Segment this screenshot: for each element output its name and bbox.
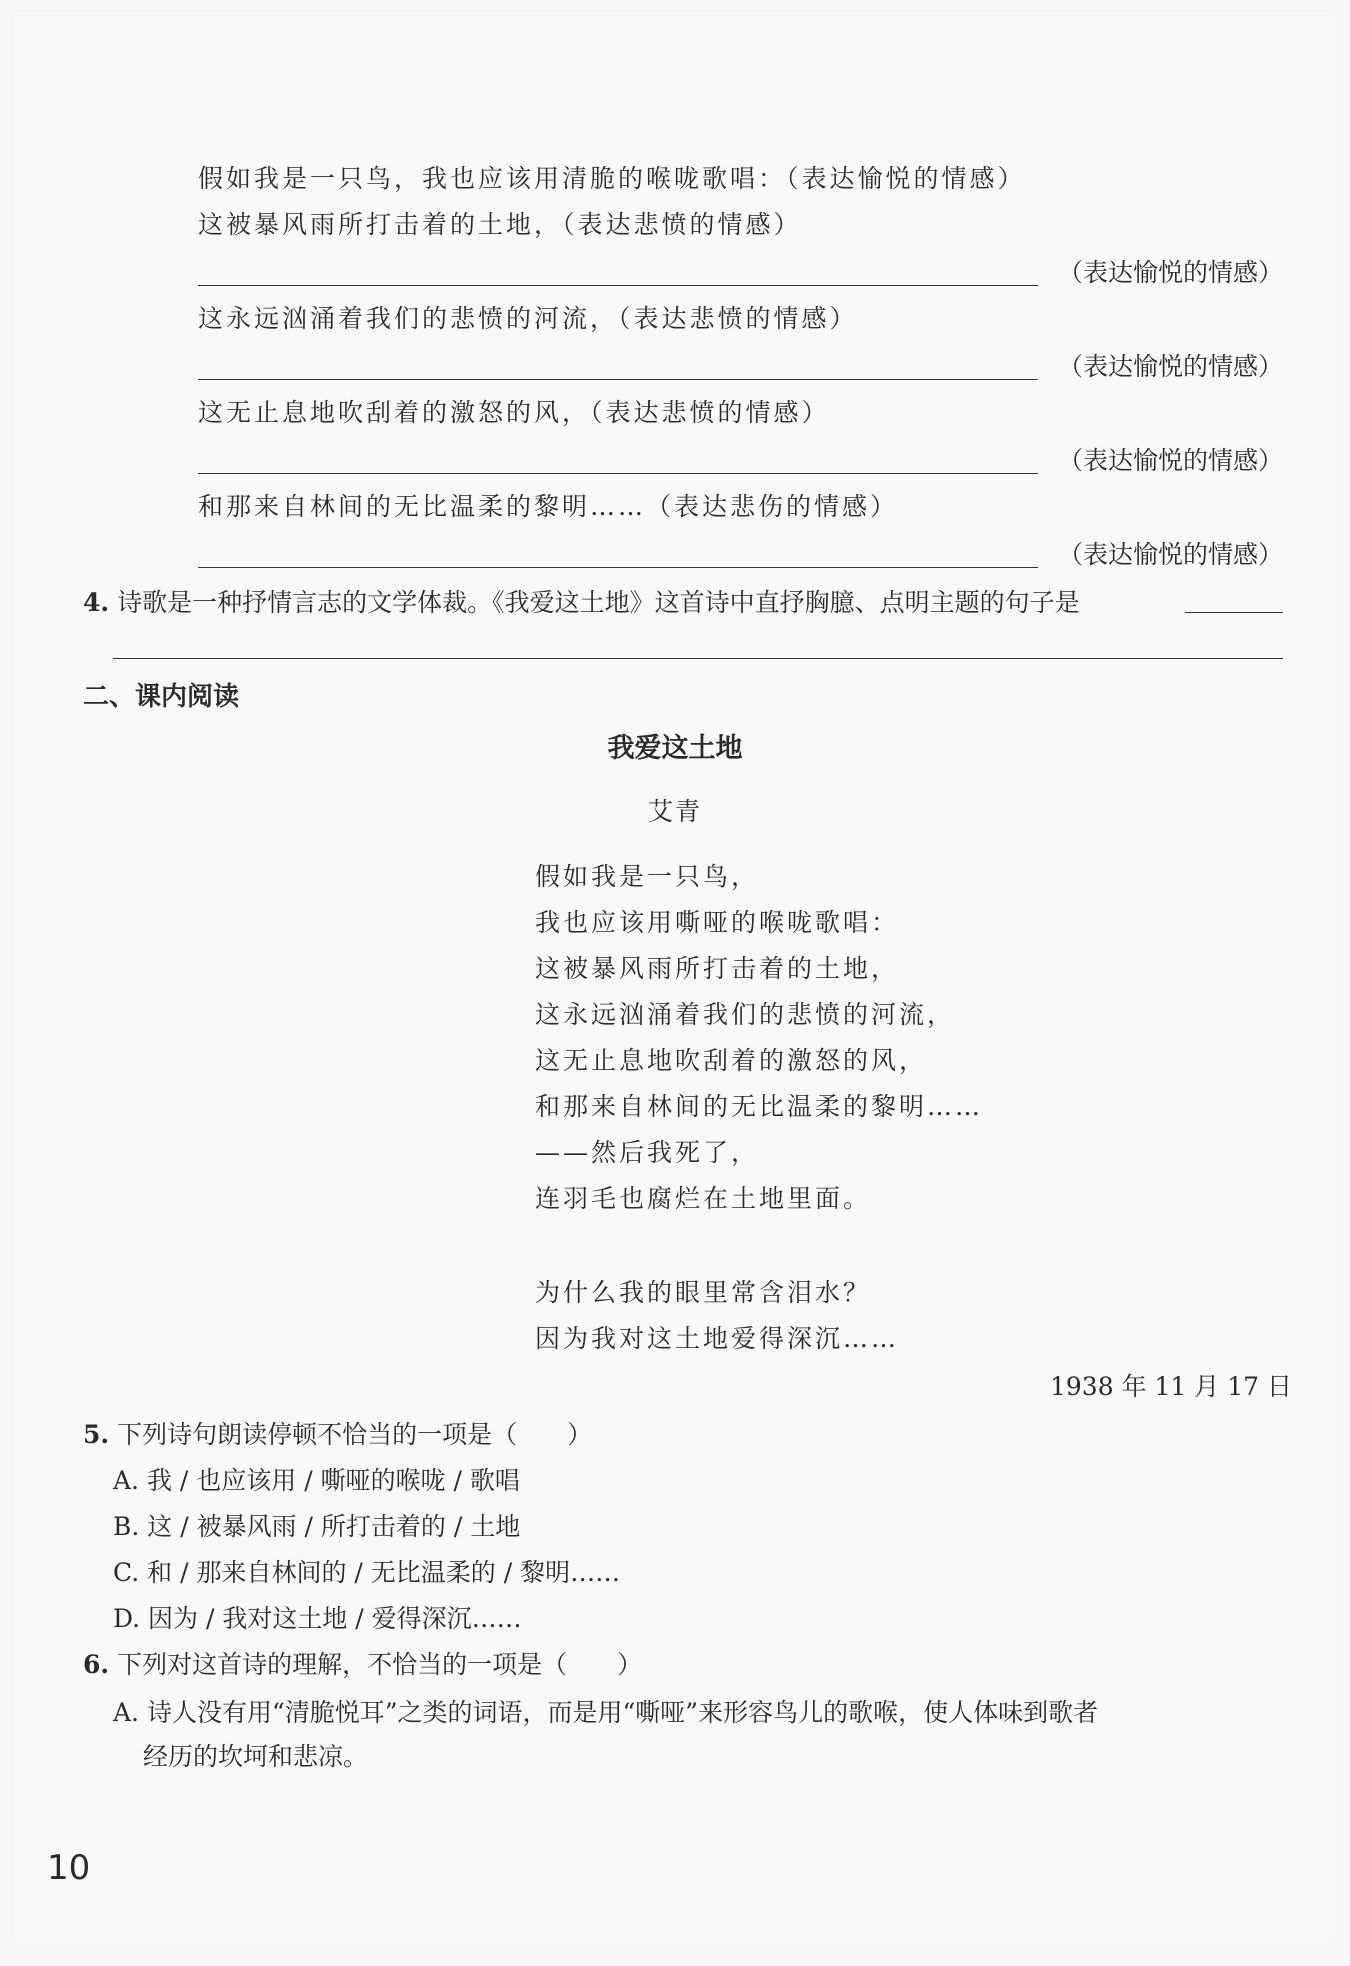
poem-line: 我也应该用嘶哑的喉咙歌唱：	[535, 908, 900, 937]
answer-blank-line[interactable]	[198, 473, 1038, 474]
section-title: 二、课内阅读	[83, 682, 240, 712]
poem-line: 假如我是一只鸟，	[535, 862, 760, 891]
option-a[interactable]: A. 诗人没有用“清脆悦耳”之类的词语，而是用“嘶哑”来形容鸟儿的歌喉，使人体味到歌者	[113, 1698, 1099, 1727]
answer-blank-line[interactable]	[198, 567, 1038, 568]
blank-tag: （表达愉悦的情感）	[1057, 540, 1283, 569]
answer-blank-full[interactable]	[113, 658, 1283, 659]
exercise-line-2: 这被暴风雨所打击着的土地，（表达悲愤的情感）	[198, 210, 802, 239]
blank-tag: （表达愉悦的情感）	[1057, 446, 1283, 475]
question-text: 诗歌是一种抒情言志的文学体裁。《我爱这土地》这首诗中直抒胸臆、点明主题的句子是	[117, 588, 1080, 617]
blank-tag: （表达愉悦的情感）	[1057, 352, 1283, 381]
poem-line: 为什么我的眼里常含泪水？	[535, 1278, 872, 1307]
poem-line: 连羽毛也腐烂在土地里面。	[535, 1184, 872, 1213]
page-number: 10	[47, 1848, 91, 1888]
option-c[interactable]: C. 和 / 那来自林间的 / 无比温柔的 / 黎明……	[113, 1558, 621, 1587]
option-d[interactable]: D. 因为 / 我对这土地 / 爱得深沉……	[113, 1604, 522, 1633]
poem-line: ——然后我死了，	[535, 1138, 760, 1167]
poem-line: 这无止息地吹刮着的激怒的风，	[535, 1046, 928, 1075]
poem-line: 这永远汹涌着我们的悲愤的河流，	[535, 1000, 956, 1029]
poem-title: 我爱这土地	[607, 733, 743, 764]
answer-blank-inline[interactable]	[1185, 612, 1283, 613]
answer-blank-line[interactable]	[198, 285, 1038, 286]
answer-blank-row	[198, 444, 1283, 478]
poem-line: 和那来自林间的无比温柔的黎明……	[535, 1092, 984, 1121]
exercise-line-3: 这永远汹涌着我们的悲愤的河流，（表达悲愤的情感）	[198, 304, 858, 333]
exercise-line-5: 和那来自林间的无比温柔的黎明……（表达悲伤的情感）	[198, 492, 899, 521]
blank-tag: （表达愉悦的情感）	[1057, 258, 1283, 287]
poem-line: 这被暴风雨所打击着的土地，	[535, 954, 900, 983]
answer-blank-row	[198, 538, 1283, 572]
answer-blank-line[interactable]	[198, 379, 1038, 380]
question-text: 下列对这首诗的理解，不恰当的一项是（ ）	[117, 1650, 643, 1679]
question-5	[83, 1418, 592, 1452]
poem-author: 艾青	[647, 797, 702, 826]
poem-date: 1938 年 11 月 17 日	[1050, 1372, 1292, 1401]
question-number: 6.	[83, 1650, 110, 1679]
question-number: 4.	[83, 588, 110, 617]
option-b[interactable]: B. 这 / 被暴风雨 / 所打击着的 / 土地	[113, 1512, 521, 1541]
question-number: 5.	[83, 1420, 110, 1449]
option-a[interactable]: A. 我 / 也应该用 / 嘶哑的喉咙 / 歌唱	[113, 1466, 520, 1495]
workbook-page	[15, 12, 1335, 1942]
question-6	[83, 1648, 642, 1682]
question-text: 下列诗句朗读停顿不恰当的一项是（ ）	[117, 1420, 593, 1449]
exercise-line-4: 这无止息地吹刮着的激怒的风，（表达悲愤的情感）	[198, 398, 830, 427]
exercise-line-1: 假如我是一只鸟，我也应该用清脆的喉咙歌唱：（表达愉悦的情感）	[198, 164, 1026, 193]
poem-line: 因为我对这土地爱得深沉……	[535, 1324, 900, 1353]
answer-blank-row	[198, 256, 1283, 290]
answer-blank-row	[198, 350, 1283, 384]
option-a-continued: 经历的坎坷和悲凉。	[143, 1742, 369, 1771]
question-4	[83, 586, 1080, 620]
